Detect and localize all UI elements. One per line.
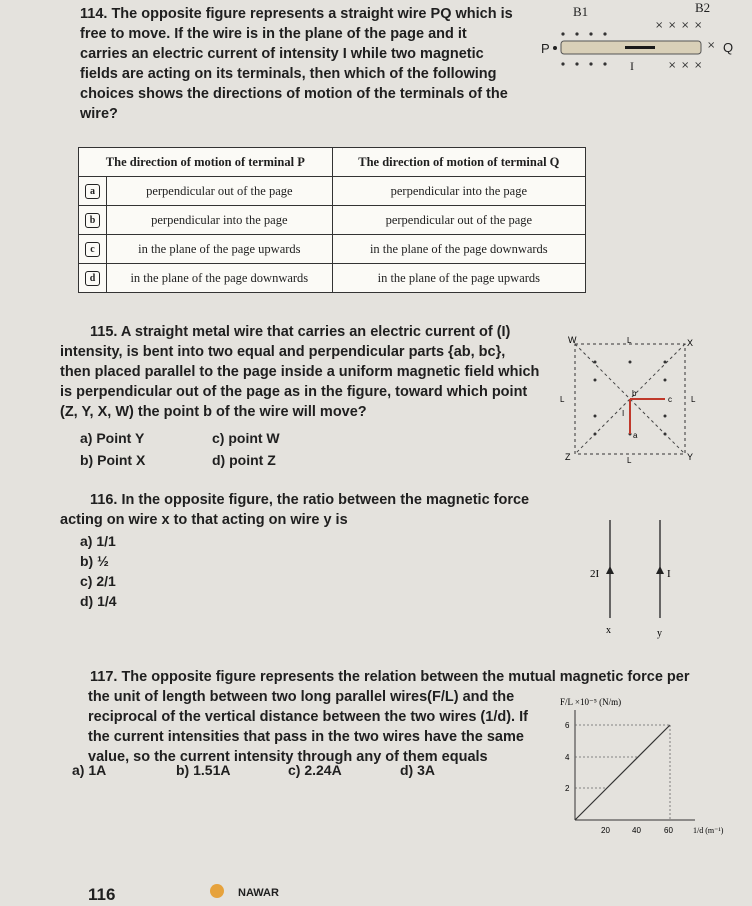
q114-figure <box>535 0 745 80</box>
current-arrow <box>625 46 655 49</box>
q114-number: 114. <box>80 6 108 22</box>
q115-line: then placed parallel to the page inside a uniform magnetic field which <box>60 364 540 380</box>
q117-line: value, so the current intensity through any of them equals <box>88 749 488 765</box>
q115-option-c[interactable]: c) point W <box>212 430 280 446</box>
q115-option-d[interactable]: d) point Z <box>212 452 276 468</box>
q116-option-b[interactable]: b) ½ <box>80 553 109 569</box>
label-point-c: c <box>668 395 672 404</box>
choice-row-a[interactable] <box>79 177 586 206</box>
q114-line: fields are acting on its terminals, then which of the following <box>80 66 497 82</box>
choice-c-p: in the plane of the page upwards <box>107 235 333 264</box>
current-label-x: 2I <box>590 568 600 580</box>
q117-number: 117. <box>90 669 118 685</box>
brand-logo-icon <box>210 884 224 898</box>
q114-line: free to move. If the wire is in the plane of the page and it <box>80 26 467 42</box>
q116-option-d[interactable]: d) 1/4 <box>80 593 117 609</box>
header-terminal-q: The direction of motion of terminal Q <box>332 148 585 177</box>
q115-number: 115. <box>90 324 118 340</box>
label-l-right: L <box>691 395 696 404</box>
graph-ylabel: F/L ×10⁻⁵ (N/m) <box>560 697 622 707</box>
q117-option-b[interactable]: b) 1.51A <box>176 762 231 778</box>
q116-figure <box>580 518 690 643</box>
q114-line: wire? <box>80 106 118 122</box>
label-x: x <box>606 625 611 636</box>
label-l-bottom: L <box>627 456 632 464</box>
label-y: y <box>657 628 662 639</box>
choice-c-q: in the plane of the page downwards <box>332 235 585 264</box>
q117-line: The opposite figure represents the relation between the mutual magnetic force per <box>121 669 690 685</box>
ytick-2: 2 <box>565 784 570 793</box>
graph-data-line <box>575 725 670 820</box>
q117-graph <box>545 690 745 850</box>
label-z: Z <box>565 452 571 462</box>
q115-text <box>60 322 560 422</box>
choice-badge-b[interactable]: b <box>85 213 100 228</box>
svg-text:×: × <box>681 20 690 31</box>
choice-badge-a[interactable]: a <box>85 184 100 199</box>
b1-label: B1 <box>573 4 589 19</box>
label-l-left: L <box>560 395 565 404</box>
choice-b-p: perpendicular into the page <box>107 206 333 235</box>
brand-name: NAWAR <box>238 887 279 899</box>
q114-text <box>80 4 530 124</box>
svg-text:×: × <box>694 20 703 31</box>
q115-line: A straight metal wire that carries an electric current of (I) <box>120 324 511 340</box>
q115-figure <box>555 334 700 464</box>
choice-a-p: perpendicular out of the page <box>107 177 333 206</box>
svg-text:×: × <box>707 40 716 51</box>
label-x: X <box>687 338 694 348</box>
xtick-20: 20 <box>601 826 610 835</box>
header-terminal-p: The direction of motion of terminal P <box>79 148 333 177</box>
choice-row-c[interactable] <box>79 235 586 264</box>
label-w: W <box>568 335 577 345</box>
choice-d-p: in the plane of the page downwards <box>107 264 333 293</box>
q-label: Q <box>723 40 734 55</box>
current-arrow-y <box>656 566 664 574</box>
label-l-top: L <box>627 336 632 345</box>
graph-xlabel: 1/d (m⁻¹) <box>693 826 724 835</box>
xtick-40: 40 <box>632 826 641 835</box>
q116-line: In the opposite figure, the ratio between the magnetic force <box>121 492 530 508</box>
q117-option-d[interactable]: d) 3A <box>400 762 435 778</box>
q114-line: carries an electric current of intensity I while two magnetic <box>80 46 484 62</box>
p-terminal <box>553 46 557 50</box>
q117-line: the current intensities that pass in the two wires have the same <box>88 729 524 745</box>
choice-badge-d[interactable]: d <box>85 271 100 286</box>
choice-badge-c[interactable]: c <box>85 242 100 257</box>
q116-number: 116. <box>90 492 118 508</box>
choice-row-d[interactable] <box>79 264 586 293</box>
current-i-label: I <box>630 59 634 73</box>
q117-line: reciprocal of the vertical distance between the two wires (1/d). If <box>88 709 528 725</box>
label-point-a: a <box>633 431 638 440</box>
current-label-y: I <box>667 568 671 580</box>
b2-label: B2 <box>695 0 711 15</box>
page-number: 116 <box>88 885 116 904</box>
label-point-b: b <box>632 389 637 398</box>
choice-b-q: perpendicular out of the page <box>332 206 585 235</box>
q114-line: choices shows the directions of motion of the terminals of the <box>80 86 508 102</box>
q115-line: intensity, is bent into two equal and perpendicular parts {ab, bc}, <box>60 344 506 360</box>
ytick-4: 4 <box>565 753 570 762</box>
q117-option-c[interactable]: c) 2.24A <box>288 762 342 778</box>
q114-line: The opposite figure represents a straight wire PQ which is <box>111 6 513 22</box>
q116-line: acting on wire x to that acting on wire y is <box>60 512 348 528</box>
choice-row-b[interactable] <box>79 206 586 235</box>
ytick-6: 6 <box>565 721 570 730</box>
q117-line: the unit of length between two long parallel wires(F/L) and the <box>88 689 515 705</box>
svg-text:×: × <box>668 20 677 31</box>
xtick-60: 60 <box>664 826 673 835</box>
q115-line: is perpendicular out of the page as in the figure, toward which point <box>60 384 528 400</box>
q117-option-a[interactable]: a) 1A <box>72 762 107 778</box>
choice-a-q: perpendicular into the page <box>332 177 585 206</box>
q114-choices-table <box>78 147 586 293</box>
q115-option-a[interactable]: a) Point Y <box>80 430 145 446</box>
label-y: Y <box>687 452 694 462</box>
p-label: P <box>541 41 550 56</box>
q115-option-b[interactable]: b) Point X <box>80 452 146 468</box>
q116-option-a[interactable]: a) 1/1 <box>80 533 116 549</box>
svg-text:×: × <box>668 60 677 71</box>
q116-text <box>60 490 530 530</box>
svg-text:×: × <box>655 20 664 31</box>
label-current-i: I <box>622 409 625 418</box>
q116-option-c[interactable]: c) 2/1 <box>80 573 116 589</box>
current-arrow-x <box>606 566 614 574</box>
svg-text:×: × <box>694 60 703 71</box>
q115-line: (Z, Y, X, W) the point b of the wire will move? <box>60 404 367 420</box>
choice-d-q: in the plane of the page upwards <box>332 264 585 293</box>
svg-text:×: × <box>681 60 690 71</box>
